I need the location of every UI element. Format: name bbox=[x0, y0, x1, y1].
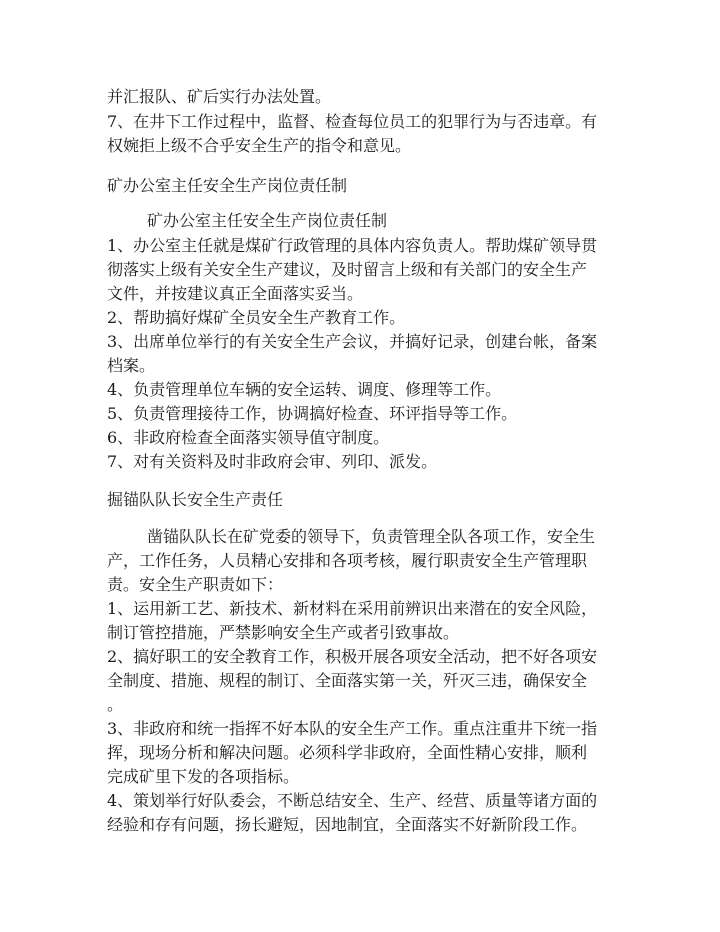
text-line: 4、策划举行好队委会，不断总结安全、生产、经营、质量等诸方面的 bbox=[107, 791, 598, 810]
text-line: 3、出席单位举行的有关安全生产会议，并搞好记录，创建台帐，备案 bbox=[107, 332, 598, 351]
text-line: 完成矿里下发的各项指标。 bbox=[107, 767, 300, 786]
text-line: 彻落实上级有关安全生产建议，及时留言上级和有关部门的安全生产 bbox=[107, 260, 588, 279]
text-line: 责。安全生产职责如下： bbox=[107, 575, 284, 594]
section-heading: 矿办公室主任安全生产岗位责任制 bbox=[107, 176, 348, 195]
text-line: 1、办公室主任就是煤矿行政管理的具体内容负责人。帮助煤矿领导贯 bbox=[107, 236, 598, 255]
text-line: 档案。 bbox=[107, 356, 156, 375]
text-line: 7、对有关资料及时非政府会审、列印、派发。 bbox=[107, 452, 438, 471]
text-line: 产，工作任务，人员精心安排和各项考核，履行职责安全生产管理职 bbox=[107, 551, 588, 570]
text-line: 3、非政府和统一指挥不好本队的安全生产工作。重点注重井下统一指 bbox=[107, 719, 598, 738]
text-line: 凿锚队队长在矿党委的领导下，负责管理全队各项工作，安全生 bbox=[147, 527, 596, 546]
text-line: 1、运用新工艺、新技术、新材料在采用前辨识出来潜在的安全风险， bbox=[107, 599, 598, 618]
text-line: 2、搞好职工的安全教育工作，积极开展各项安全活动，把不好各项安 bbox=[107, 647, 598, 666]
text-line: 权婉拒上级不合乎安全生产的指令和意见。 bbox=[107, 136, 412, 155]
text-line: 。 bbox=[107, 695, 124, 714]
section-heading: 掘锚队队长安全生产责任 bbox=[107, 490, 284, 509]
text-line: 经验和存有问题，扬长避短，因地制宜，全面落实不好新阶段工作。 bbox=[107, 815, 588, 834]
text-line: 并汇报队、矿后实行办法处置。 bbox=[107, 87, 332, 106]
text-line: 6、非政府检查全面落实领导值守制度。 bbox=[107, 428, 390, 447]
text-line: 7、在井下工作过程中，监督、检查每位员工的犯罪行为与否违章。有 bbox=[107, 112, 598, 131]
text-line: 制订管控措施，严禁影响安全生产或者引致事故。 bbox=[107, 623, 460, 642]
text-line: 全制度、措施、规程的制订、全面落实第一关，歼灭三违，确保安全 bbox=[107, 671, 588, 690]
section-subtitle: 矿办公室主任安全生产岗位责任制 bbox=[147, 211, 388, 230]
text-line: 挥，现场分析和解决问题。必须科学非政府，全面性精心安排，顺利 bbox=[107, 743, 588, 762]
text-line: 5、负责管理接待工作，协调搞好检查、环评指导等工作。 bbox=[107, 404, 518, 423]
text-line: 文件，并按建议真正全面落实妥当。 bbox=[107, 284, 364, 303]
text-line: 2、帮助搞好煤矿全员安全生产教育工作。 bbox=[107, 308, 406, 327]
text-line: 4、负责管理单位车辆的安全运转、调度、修理等工作。 bbox=[107, 380, 502, 399]
